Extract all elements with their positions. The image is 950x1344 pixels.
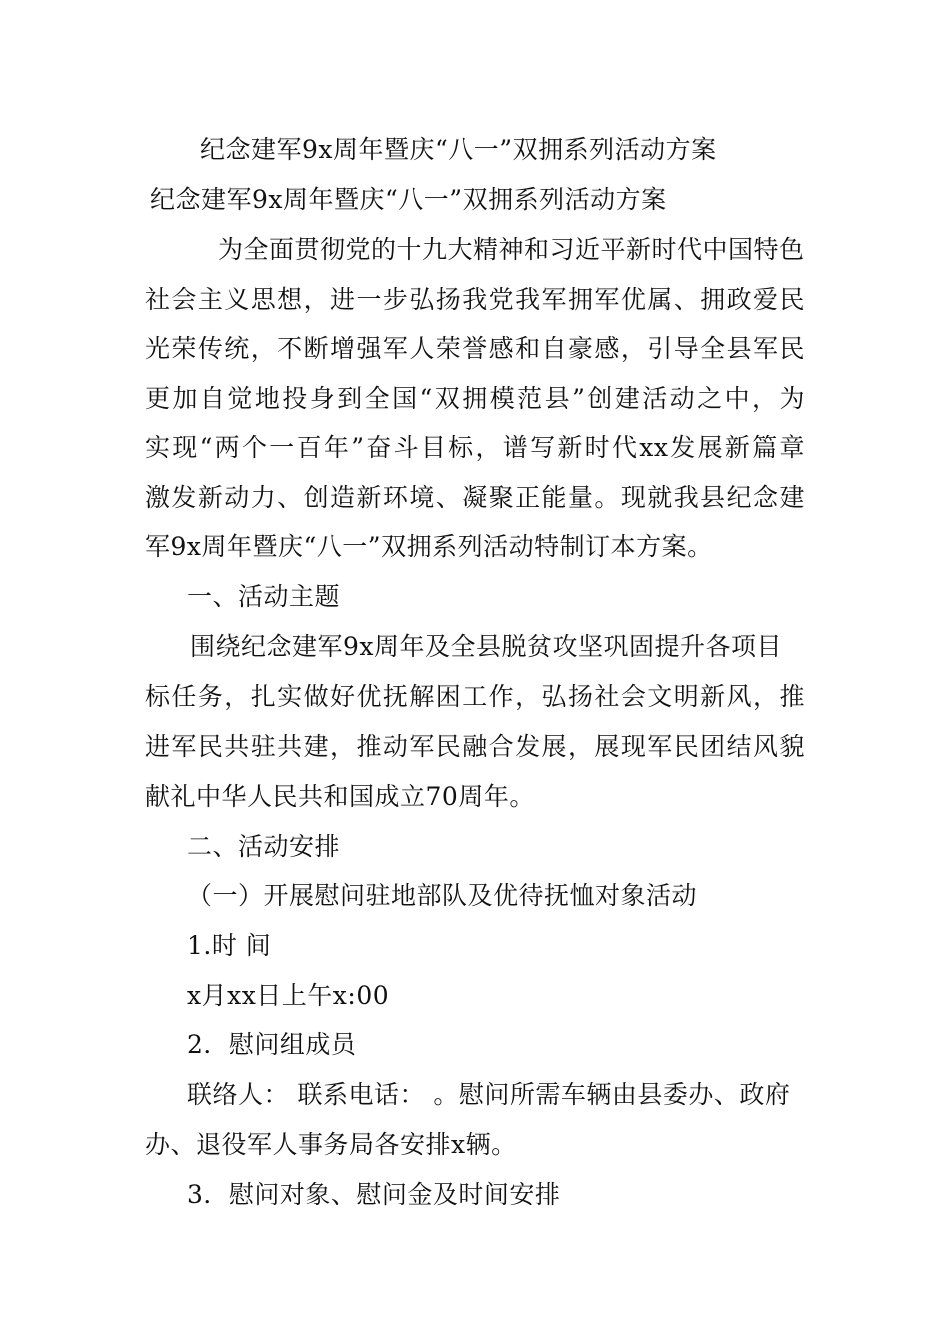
section1-line-3: 进军民共驻共建，推动军民融合发展，展现军民团结风貌: [145, 732, 805, 761]
subsection1-heading: （一）开展慰问驻地部队及优待抚恤对象活动: [187, 881, 698, 910]
section2-heading: 二、活动安排: [187, 832, 341, 861]
intro-line-7: 军9x周年暨庆“八一”双拥系列活动特制订本方案。: [145, 532, 713, 561]
item2-heading: 2．慰问组成员: [187, 1030, 357, 1059]
intro-line-6: 激发新动力、创造新环境、凝聚正能量。现就我县纪念建: [145, 483, 805, 512]
intro-line-3: 光荣传统，不断增强军人荣誉感和自豪感，引导全县军民: [145, 334, 805, 363]
item2-line-2: 办、退役军人事务局各安排x辆。: [145, 1130, 517, 1159]
document-subtitle: 纪念建军9x周年暨庆“八一”双拥系列活动方案: [150, 185, 667, 214]
item2-line-1: 联络人： 联系电话： 。慰问所需车辆由县委办、政府: [187, 1080, 791, 1109]
item1-heading: 1.时 间: [187, 931, 272, 960]
item3-heading: 3．慰问对象、慰问金及时间安排: [187, 1180, 561, 1209]
intro-line-1: 为全面贯彻党的十九大精神和习近平新时代中国特色: [218, 235, 805, 264]
section1-line-2: 标任务，扎实做好优抚解困工作，弘扬社会文明新风，推: [145, 682, 805, 711]
item1-body: x月xx日上午x:00: [187, 981, 390, 1010]
section1-line-4: 献礼中华人民共和国成立70周年。: [145, 782, 535, 811]
section1-line-1: 围绕纪念建军9x周年及全县脱贫攻坚巩固提升各项目: [190, 632, 783, 661]
intro-line-5: 实现“两个一百年”奋斗目标，谱写新时代xx发展新篇章: [145, 433, 805, 462]
section1-heading: 一、活动主题: [187, 582, 341, 611]
intro-line-2: 社会主义思想，进一步弘扬我党我军拥军优属、拥政爱民: [145, 285, 805, 314]
document-title: 纪念建军9x周年暨庆“八一”双拥系列活动方案: [200, 135, 717, 164]
intro-line-4: 更加自觉地投身到全国“双拥模范县”创建活动之中，为: [145, 384, 805, 413]
